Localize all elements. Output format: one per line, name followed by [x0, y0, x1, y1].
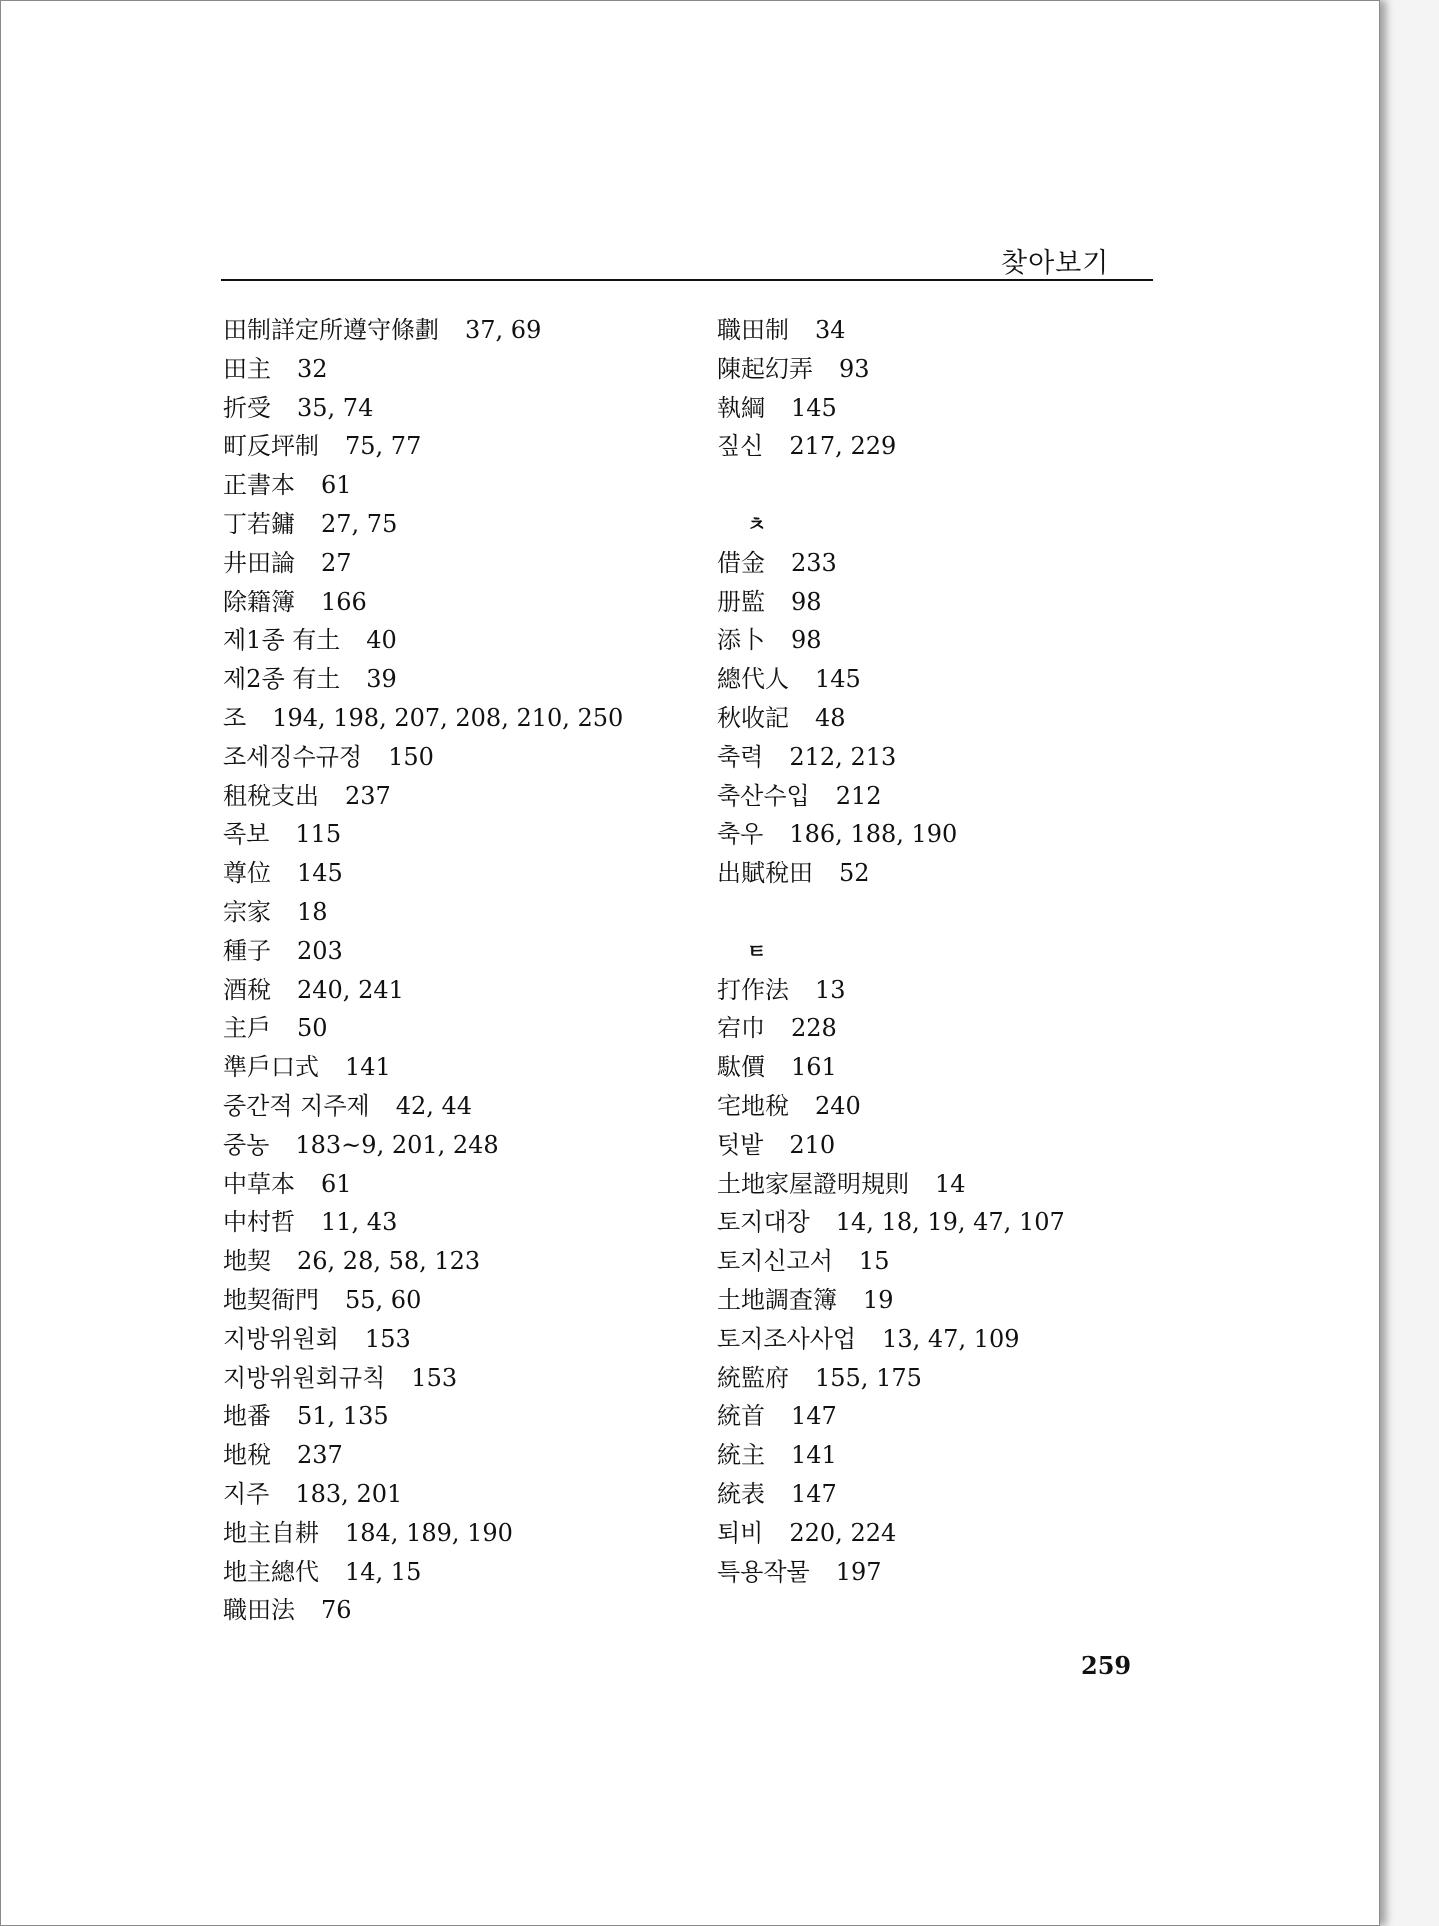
index-pages: 212 — [835, 781, 882, 810]
index-pages: 194, 198, 207, 208, 210, 250 — [272, 703, 624, 732]
index-entry — [223, 1320, 703, 1359]
index-term: 添卜 — [717, 626, 765, 655]
index-term: 地主自耕 — [223, 1518, 319, 1547]
index-term: 井田論 — [223, 548, 295, 577]
index-entry — [223, 1242, 703, 1281]
index-pages: 145 — [297, 859, 343, 888]
index-term: 職田制 — [717, 316, 789, 344]
index-entry — [223, 1203, 703, 1242]
index-pages: 161 — [791, 1053, 837, 1082]
index-pages: 145 — [815, 665, 861, 694]
index-entry — [717, 311, 1197, 350]
header-rule — [221, 279, 1153, 281]
index-pages: 220, 224 — [789, 1518, 897, 1547]
index-term: 統主 — [717, 1441, 765, 1470]
index-term: 宕巾 — [717, 1014, 765, 1043]
index-entry — [223, 777, 703, 816]
index-pages: 19 — [863, 1285, 894, 1314]
index-entry — [223, 1436, 703, 1475]
index-pages: 75, 77 — [345, 432, 422, 461]
index-pages: 39 — [366, 665, 397, 694]
index-pages: 37, 69 — [465, 316, 542, 344]
index-term: 짚신 — [717, 432, 764, 461]
index-pages: 147 — [791, 1479, 837, 1508]
index-term: 地契 — [223, 1247, 271, 1276]
index-entry — [223, 1281, 703, 1320]
index-entry — [223, 699, 703, 738]
index-entry — [223, 350, 703, 389]
index-term: 조세징수규정 — [223, 742, 363, 771]
index-pages: 14, 18, 19, 47, 107 — [835, 1208, 1065, 1237]
index-term: 宅地稅 — [717, 1091, 789, 1120]
index-pages: 240, 241 — [297, 975, 404, 1004]
index-entry — [717, 1436, 1197, 1475]
index-entry — [717, 1009, 1197, 1048]
index-pages: 40 — [366, 626, 397, 655]
index-term: 統監府 — [717, 1363, 789, 1392]
index-pages: 203 — [297, 936, 343, 965]
index-entry — [223, 1126, 703, 1165]
index-term: 지주 — [223, 1479, 270, 1508]
index-pages: 98 — [791, 626, 822, 655]
index-entry — [717, 1126, 1197, 1165]
index-term: 土地調査簿 — [717, 1285, 837, 1314]
index-pages: 150 — [388, 742, 434, 771]
index-pages: 217, 229 — [789, 432, 897, 461]
index-term: 册監 — [717, 587, 765, 616]
index-entry — [717, 660, 1197, 699]
index-term: 田主 — [223, 354, 271, 383]
index-pages: 13 — [815, 975, 846, 1004]
index-term: 地契衙門 — [223, 1285, 319, 1314]
index-pages: 166 — [321, 587, 367, 616]
index-entry — [223, 1359, 703, 1398]
index-entry — [717, 1320, 1197, 1359]
index-entry — [717, 1242, 1197, 1281]
index-entry — [223, 660, 703, 699]
section-letter: ㅌ — [747, 938, 767, 963]
index-entry — [717, 738, 1197, 777]
index-entry — [717, 544, 1197, 583]
index-term: 職田法 — [223, 1596, 295, 1625]
index-pages: 35, 74 — [297, 393, 374, 422]
index-entry — [717, 854, 1197, 893]
index-entry — [223, 427, 703, 466]
index-term: 축우 — [717, 820, 764, 849]
page-number: 259 — [1081, 1651, 1132, 1680]
index-term: 打作法 — [717, 975, 789, 1004]
index-entry — [223, 854, 703, 893]
index-term: 축력 — [717, 742, 764, 771]
index-entry — [717, 1475, 1197, 1514]
index-entry — [717, 1281, 1197, 1320]
index-entry — [717, 815, 1197, 854]
index-entry — [717, 1359, 1197, 1398]
index-entry — [223, 311, 703, 350]
index-pages: 15 — [858, 1247, 890, 1276]
index-entry — [717, 350, 1197, 389]
index-entry — [717, 777, 1197, 816]
index-pages: 26, 28, 58, 123 — [297, 1247, 481, 1276]
index-pages: 27, 75 — [321, 509, 398, 538]
index-term: 중농 — [223, 1130, 270, 1159]
index-pages: 27 — [321, 548, 352, 577]
index-pages: 48 — [815, 703, 846, 732]
index-pages: 237 — [297, 1441, 343, 1470]
index-pages: 210 — [789, 1130, 836, 1159]
index-pages: 147 — [791, 1402, 837, 1431]
index-pages: 153 — [364, 1324, 411, 1353]
index-pages: 52 — [839, 859, 870, 888]
index-term: 總代人 — [717, 665, 789, 694]
index-entry — [717, 1048, 1197, 1087]
index-term: 陳起幻弄 — [717, 354, 813, 383]
index-pages: 93 — [839, 354, 870, 383]
index-term: 田制詳定所遵守條劃 — [223, 316, 439, 344]
index-pages: 50 — [297, 1014, 328, 1043]
index-entry — [223, 1475, 703, 1514]
index-column-right — [717, 311, 1197, 1591]
blank-line — [717, 893, 1197, 932]
index-entry — [717, 1397, 1197, 1436]
index-term: 正書本 — [223, 471, 295, 500]
index-entry — [717, 427, 1197, 466]
index-pages: 115 — [295, 820, 342, 849]
index-term: 執綱 — [717, 393, 765, 422]
index-term: 駄價 — [717, 1053, 765, 1082]
index-term: 酒稅 — [223, 975, 271, 1004]
index-entry — [717, 1165, 1197, 1204]
index-term: 土地家屋證明規則 — [717, 1169, 909, 1198]
index-term: 퇴비 — [717, 1518, 764, 1547]
index-entry — [223, 815, 703, 854]
index-pages: 197 — [835, 1557, 882, 1586]
index-pages: 183~9, 201, 248 — [295, 1130, 499, 1159]
index-pages: 240 — [815, 1091, 861, 1120]
index-pages: 183, 201 — [295, 1479, 403, 1508]
index-entry — [717, 1087, 1197, 1126]
index-entry — [223, 466, 703, 505]
index-term: 準戶口式 — [223, 1053, 319, 1082]
index-pages: 141 — [345, 1053, 391, 1082]
index-entry — [223, 1591, 703, 1630]
index-term: 中草本 — [223, 1169, 295, 1198]
index-term: 중간적 지주제 — [223, 1091, 370, 1120]
index-term: 丁若鏞 — [223, 509, 295, 538]
index-term: 中村哲 — [223, 1208, 295, 1237]
index-term: 出賦稅田 — [717, 859, 813, 888]
index-term: 地稅 — [223, 1441, 271, 1470]
index-entry — [223, 1514, 703, 1553]
index-entry — [717, 1203, 1197, 1242]
index-pages: 32 — [297, 354, 328, 383]
index-entry — [717, 699, 1197, 738]
index-pages: 14 — [935, 1169, 966, 1198]
index-pages: 233 — [791, 548, 837, 577]
index-pages: 141 — [791, 1441, 837, 1470]
index-term: 租稅支出 — [223, 781, 319, 810]
index-pages: 186, 188, 190 — [789, 820, 958, 849]
index-pages: 145 — [791, 393, 837, 422]
index-term: 지방위원회 — [223, 1324, 339, 1353]
index-term: 토지조사사업 — [717, 1324, 857, 1353]
index-pages: 55, 60 — [345, 1285, 422, 1314]
index-term: 地主總代 — [223, 1557, 319, 1586]
index-pages: 42, 44 — [395, 1091, 473, 1120]
index-pages: 228 — [791, 1014, 837, 1043]
running-header-title: 찾아보기 — [1001, 248, 1110, 279]
index-term: 조 — [223, 703, 247, 732]
index-entry — [223, 1553, 703, 1592]
index-term: 借金 — [717, 548, 765, 577]
index-term: 토지신고서 — [717, 1247, 833, 1276]
index-entry — [223, 1087, 703, 1126]
index-entry — [717, 1553, 1197, 1592]
index-pages: 212, 213 — [789, 742, 897, 771]
index-term: 折受 — [223, 393, 271, 422]
index-term: 축산수입 — [717, 781, 810, 810]
index-term: 토지대장 — [717, 1208, 810, 1237]
index-term: 尊位 — [223, 859, 271, 888]
blank-line — [717, 466, 1197, 505]
index-term: 宗家 — [223, 897, 271, 926]
index-term: 地番 — [223, 1402, 271, 1431]
index-entry — [717, 583, 1197, 622]
index-pages: 184, 189, 190 — [345, 1518, 513, 1547]
index-entry — [223, 389, 703, 428]
index-pages: 14, 15 — [345, 1557, 422, 1586]
index-entry — [223, 505, 703, 544]
index-entry — [223, 1165, 703, 1204]
index-term: 町反坪制 — [223, 432, 319, 461]
index-pages: 51, 135 — [297, 1402, 389, 1431]
index-term: 텃밭 — [717, 1130, 764, 1159]
index-entry — [223, 971, 703, 1010]
index-entry — [223, 1048, 703, 1087]
index-entry — [717, 1514, 1197, 1553]
index-pages: 13, 47, 109 — [882, 1324, 1020, 1353]
index-pages: 61 — [321, 471, 352, 500]
index-entry — [223, 893, 703, 932]
index-entry — [717, 971, 1197, 1010]
index-pages: 18 — [297, 897, 328, 926]
index-column-left — [223, 311, 703, 1630]
index-entry — [223, 738, 703, 777]
index-entry — [223, 1009, 703, 1048]
index-pages: 76 — [321, 1596, 352, 1625]
index-entry — [223, 1397, 703, 1436]
index-pages: 153 — [411, 1363, 458, 1392]
index-entry — [717, 389, 1197, 428]
index-pages: 237 — [345, 781, 391, 810]
index-term: 除籍簿 — [223, 587, 295, 616]
index-entry — [223, 621, 703, 660]
index-pages: 155, 175 — [815, 1363, 922, 1392]
section-letter: ㅊ — [747, 511, 767, 536]
index-pages: 11, 43 — [321, 1208, 398, 1237]
index-entry — [717, 621, 1197, 660]
index-term: 統表 — [717, 1479, 765, 1508]
index-term: 제1종 有土 — [223, 626, 341, 655]
index-pages: 98 — [791, 587, 822, 616]
index-term: 主戶 — [223, 1014, 271, 1043]
index-entry — [223, 583, 703, 622]
index-term: 秋收記 — [717, 703, 789, 732]
index-term: 統首 — [717, 1402, 765, 1431]
index-term: 제2종 有土 — [223, 665, 341, 694]
index-term: 족보 — [223, 820, 270, 849]
index-pages: 61 — [321, 1169, 352, 1198]
index-term: 種子 — [223, 936, 271, 965]
index-entry — [223, 932, 703, 971]
index-pages: 34 — [815, 316, 846, 344]
index-term: 지방위원회규칙 — [223, 1363, 386, 1392]
index-term: 특용작물 — [717, 1557, 810, 1586]
index-entry — [223, 544, 703, 583]
